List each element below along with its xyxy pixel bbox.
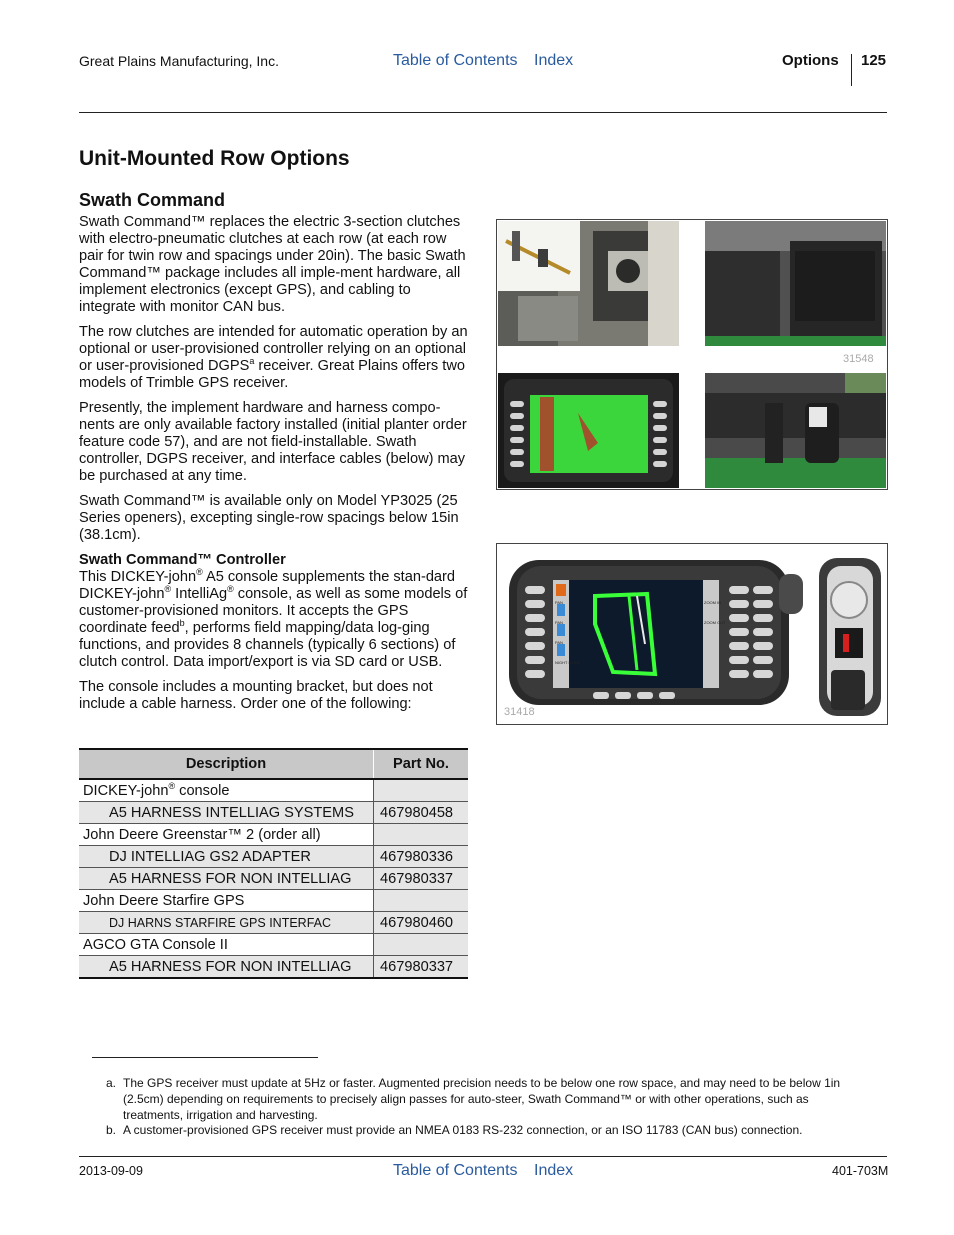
photo-control-module xyxy=(705,221,886,346)
section-heading: Swath Command xyxy=(79,190,226,210)
table-row xyxy=(79,912,468,934)
paragraph-2-a: The row clutches are intended for automatic operation by an optional or user-provisioned controller relying on an optional or user-provisioned DGPS xyxy=(79,324,468,374)
row-part-number: 467980460 xyxy=(374,912,469,934)
body-text xyxy=(79,214,471,721)
paragraph-2-b: receiver. Great Plains offers two models of Trimble GPS receiver. xyxy=(79,358,465,391)
row-part-number xyxy=(374,824,469,846)
row-part-number xyxy=(374,890,469,912)
header-rule xyxy=(79,112,887,113)
row-description: DJ INTELLIAG GS2 ADAPTER xyxy=(79,846,374,868)
night-mode-label: NIGHT MODE xyxy=(555,660,581,665)
column-header-part-no: Part No. xyxy=(374,749,469,779)
table-row xyxy=(79,802,468,824)
figure-a5-console xyxy=(496,543,888,725)
controller-heading: Swath Command™ Controller xyxy=(79,552,286,568)
footer-doc-number: 401-703M xyxy=(832,1164,889,1178)
table-row xyxy=(79,890,468,912)
zoom-out-label: ZOOM OUT xyxy=(704,620,726,625)
clutch-photo-drawing xyxy=(498,221,679,346)
footnote-label: b. xyxy=(106,1123,117,1137)
photo-row-clutch xyxy=(498,221,679,346)
footnote-ref-a[interactable]: a xyxy=(249,356,255,367)
paragraph-3: Presently, the implement hardware and harness compo-nents are only available factory installed (initial planter order feature code 57), and are not field-installable. Swath controller, DGPS receiver, and interface cables (below) may be purchased at any time. xyxy=(79,400,467,484)
monitor-screen-drawing xyxy=(498,373,679,488)
row-part-number xyxy=(374,779,469,802)
row-description xyxy=(79,779,374,802)
page-number: 125 xyxy=(861,52,887,69)
table-row xyxy=(79,956,468,979)
photo-monitor-screen xyxy=(498,373,679,488)
row-part-number xyxy=(374,934,469,956)
table-row xyxy=(79,846,468,868)
paragraph-2 xyxy=(79,324,471,392)
zoom-in-label: ZOOM IN xyxy=(704,600,722,605)
table-row xyxy=(79,824,468,846)
table-header-row xyxy=(79,749,468,779)
paragraph-1: Swath Command™ replaces the electric 3-section clutches with electro-pneumatic clutches at each row (at each row pair for twin row and spacings under 20in). The basic Swath Command™ package includes all imple-ment hardware, all implement electronics (except GPS), and cabling to integrate with monitor CAN bus. xyxy=(79,214,466,315)
row-description: DJ HARNS STARFIRE GPS INTERFAC xyxy=(79,912,374,934)
footnote-ref-b[interactable]: b xyxy=(179,618,185,629)
figure-2-number: 31418 xyxy=(504,706,535,718)
row-part-number: 467980458 xyxy=(374,802,469,824)
paragraph-5 xyxy=(79,569,471,671)
registered-mark: ® xyxy=(168,780,176,791)
column-header-description: Description xyxy=(79,749,374,779)
row-part-number: 467980336 xyxy=(374,846,469,868)
p5-c: IntelliAg xyxy=(171,586,228,602)
figure-swath-hardware xyxy=(496,219,888,490)
registered-mark: ® xyxy=(164,584,172,595)
registered-mark: ® xyxy=(196,567,203,578)
monitor-right-labels xyxy=(704,593,726,633)
table-row xyxy=(79,779,468,802)
footnote-text: A customer-provisioned GPS receiver must provide an NMEA 0183 RS-232 connection, or an ISO 11783 (CAN bus) connection. xyxy=(123,1123,803,1137)
row-description: John Deere Greenstar™ 2 (order all) xyxy=(79,824,374,846)
p5-d: console, as well as some models of customer-provisioned monitors. It accepts the GPS coordinate feed xyxy=(79,586,468,636)
monitor-left-labels xyxy=(555,593,580,673)
footnote-b xyxy=(106,1122,866,1138)
row-description: A5 HARNESS FOR NON INTELLIAG xyxy=(79,956,374,979)
p5-a: This DICKEY-john xyxy=(79,569,197,585)
footnote-label: a. xyxy=(106,1076,117,1090)
page-title: Unit-Mounted Row Options xyxy=(79,147,350,170)
section-name: Options xyxy=(782,52,839,69)
footnote-rule xyxy=(92,1057,318,1058)
company-name: Great Plains Manufacturing, Inc. xyxy=(79,53,279,69)
footnote-a xyxy=(106,1075,866,1123)
module-photo-drawing xyxy=(705,221,886,346)
row-description: John Deere Starfire GPS xyxy=(79,890,374,912)
footer-date: 2013-09-09 xyxy=(79,1164,143,1178)
footnote-text: The GPS receiver must update at 5Hz or faster. Augmented precision needs to be below one row space, and may need to be below 1in (2.5cm) depending on requirements to precisely align passes for auto-steer, Swath Command™ or with other operations, such as treatments, irrigation and harvesting. xyxy=(123,1076,841,1122)
table-of-contents-link[interactable]: Table of Contents xyxy=(393,52,518,69)
p5-e: , performs field mapping/data log-ging functions, and provides 8 channels (typically 6 sections) of clutch control. Data import/export is via SD card or USB. xyxy=(79,620,456,670)
registered-mark: ® xyxy=(227,584,234,595)
valve-photo-drawing xyxy=(705,373,886,488)
table-row xyxy=(79,868,468,890)
footer-index-link[interactable]: Index xyxy=(534,1162,574,1179)
footer-rule xyxy=(79,1156,887,1157)
row-part-number: 467980337 xyxy=(374,956,469,979)
row-part-number: 467980337 xyxy=(374,868,469,890)
pan-label: PAN xyxy=(555,620,563,625)
footer-table-of-contents-link[interactable]: Table of Contents xyxy=(393,1162,518,1179)
figure-1-number: 31548 xyxy=(843,353,874,365)
index-link[interactable]: Index xyxy=(534,52,574,69)
row-description: A5 HARNESS INTELLIAG SYSTEMS xyxy=(79,802,374,824)
paragraph-6: The console includes a mounting bracket, but does not include a cable harness. Order one of the following: xyxy=(79,679,433,712)
row-description: AGCO GTA Console II xyxy=(79,934,374,956)
paragraph-4: Swath Command™ is available only on Model YP3025 (25 Series openers), excepting single-row spacings below 15in (38.1cm). xyxy=(79,493,459,543)
pan-label: PAN xyxy=(555,640,563,645)
p5-b: A5 console supplements the stan-dard DICKEY-john xyxy=(79,569,456,602)
photo-pneumatic-valve xyxy=(705,373,886,488)
row-description-text: DICKEY-john xyxy=(83,782,169,799)
table-row xyxy=(79,934,468,956)
header-divider xyxy=(851,54,852,86)
row-description: A5 HARNESS FOR NON INTELLIAG xyxy=(79,868,374,890)
parts-table xyxy=(79,748,468,979)
pan-label: PAN xyxy=(555,600,563,605)
row-description-tail: console xyxy=(175,782,230,799)
